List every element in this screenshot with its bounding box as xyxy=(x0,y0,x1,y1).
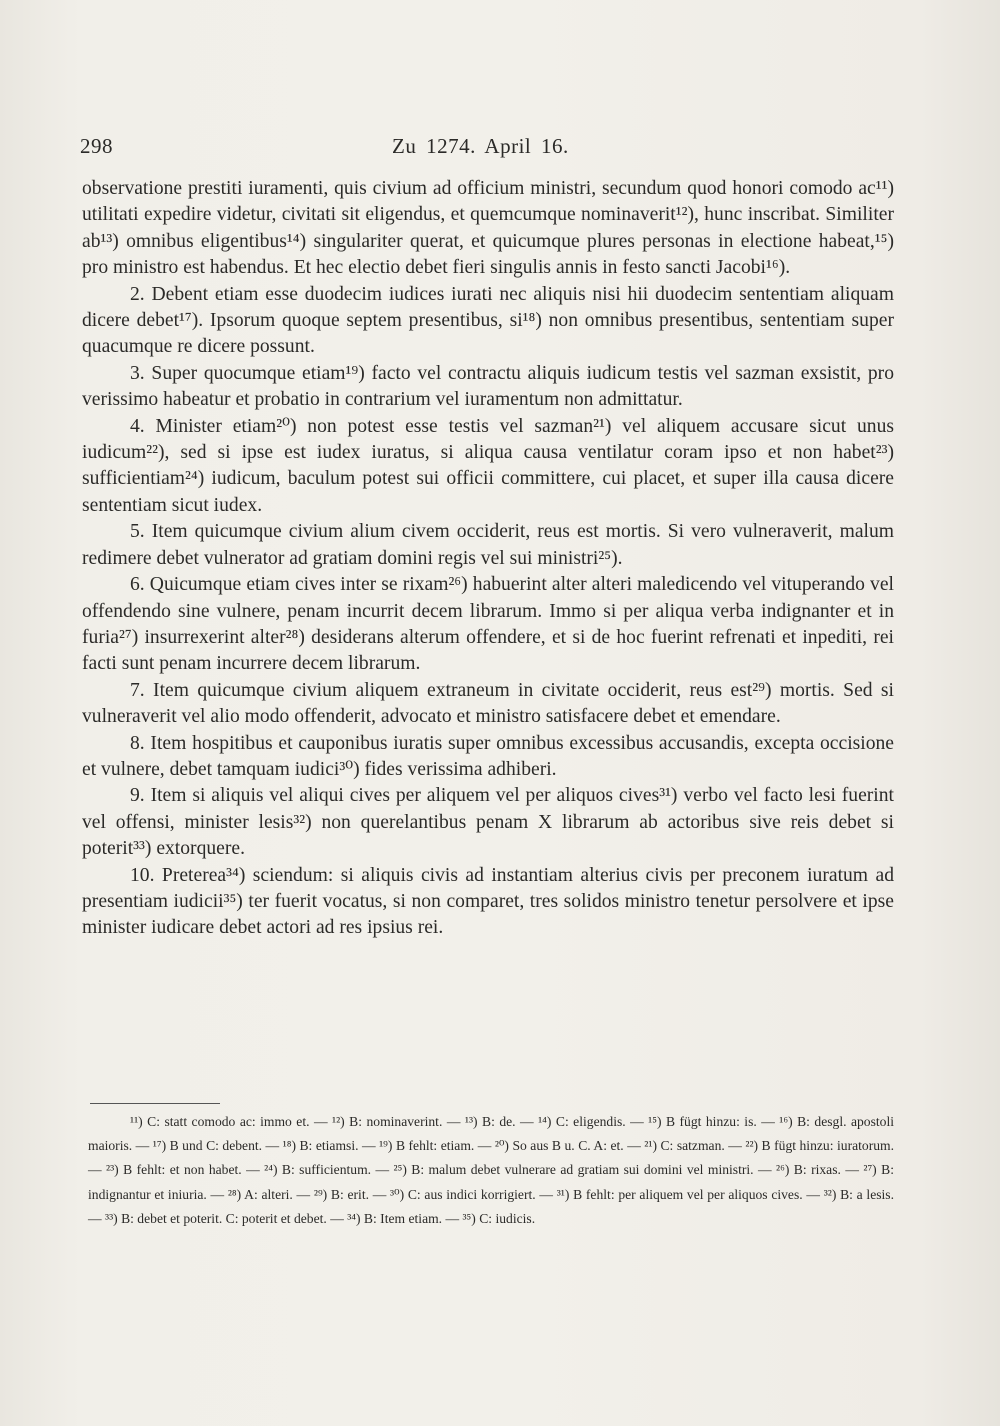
paragraph-3: 3. Super quocumque etiam¹⁹) facto vel contractu aliquis iudicum testis vel sazman exsistit, pro verissimo habeatur et probatio in contrarium vel iuramentum non admittatur. xyxy=(82,362,894,411)
running-title: Zu 1274. April 16. xyxy=(392,134,569,158)
paragraph-10: 10. Preterea³⁴) sciendum: si aliquis civis ad instantiam alterius civis per preconem iuratum ad presentiam iudicii³⁵) ter fuerit vocatus, si non comparet, tres solidos ministro tenetur persolvere et ipse minister iudicare debet actori ad res ipsius rei. xyxy=(82,864,894,939)
paragraph-1: observatione prestiti iuramenti, quis civium ad officium ministri, secundum quod honori comodo ac¹¹) utilitati expedire videtur, civitati sit eligendus, et quemcumque nominaverit¹²), hunc inscribat. Similiter ab¹³) omnibus eligentibus¹⁴) singulariter querat, et quicumque plures personas in electione habeat,¹⁵) pro ministro est habendus. Et hec electio debet fieri singulis annis in festo sancti Jacobi¹⁶). xyxy=(82,178,894,279)
paragraph-9: 9. Item si aliquis vel aliqui cives per aliquem vel per aliquos cives³¹) verbo vel facto lesi fuerint vel offensi, minister lesis³²) non querelantibus penam X librarum ab actoribus sive reis debet si poterit³³) extorquere. xyxy=(82,785,894,860)
paragraph-6: 6. Quicumque etiam cives inter se rixam²⁶) habuerint alter alteri maledicendo vel vituperando vel offendendo sine vulnere, penam incurrit decem librarum. Immo si per aliqua verba indignanter et in furia²⁷) insurrexerint alter²⁸) desiderans alterum offendere, et si de hoc fuerint refrenati et inpediti, rei facti sunt penam incurrere decem librarum. xyxy=(82,574,894,675)
paragraph-5: 5. Item quicumque civium alium civem occiderit, reus est mortis. Si vero vulneraverit, malum redimere debet vulnerator ad gratiam domini regis vel sui ministri²⁵). xyxy=(82,521,894,569)
footnote-separator xyxy=(90,1103,220,1104)
paragraph-7: 7. Item quicumque civium aliquem extraneum in civitate occiderit, reus est²⁹) mortis. Sed si vulneraverit vel alio modo offenderit, advocato et ministro satisfacere debet et emendare. xyxy=(82,679,894,728)
footnote-text: ¹¹) C: statt comodo ac: immo et. — ¹²) B: nominaverint. — ¹³) B: de. — ¹⁴) C: eligendis. — ¹⁵) B fügt hinzu: is. — ¹⁶) B: desgl. apostoli maioris. — ¹⁷) B und C: debent. — ¹⁸) B: etiamsi. — ¹⁹) B fehlt: etiam. — ²⁰) So aus B u. C. A: et. — ²¹) C: satzman. — ²²) B fügt hinzu: iuratorum. — ²³) B fehlt: et non habet. — ²⁴) B: sufficientum. — ²⁵) B: malum debet vulnerare ad gratiam sui domini vel ministri. — ²⁶) B: rixas. — ²⁷) B: indignantur et iniuria. — ²⁸) A: alteri. — ²⁹) B: erit. — ³⁰) C: aus indici korrigiert. — ³¹) B fehlt: per aliquem vel per aliquos cives. — ³²) B: a lesis. — ³³) B: debet et poterit. C: poterit et debet. — ³⁴) B: Item etiam. — ³⁵) C: iudicis. xyxy=(88,1114,894,1226)
main-text xyxy=(82,176,894,942)
page-number: 298 xyxy=(80,134,113,158)
paragraph-8: 8. Item hospitibus et cauponibus iuratis super omnibus excessibus accusandis, excepta occisione et vulnere, debet tamquam iudici³⁰) fides verissima adhiberi. xyxy=(82,732,894,780)
paragraph-2: 2. Debent etiam esse duodecim iudices iurati nec aliquis nisi hii duodecim sententiam aliquam dicere debet¹⁷). Ipsorum quoque septem presentibus, si¹⁸) non omnibus presentibus, sententiam super quacumque re dicere possunt. xyxy=(82,283,894,358)
page-header xyxy=(80,134,900,164)
footnotes xyxy=(88,1110,894,1231)
paragraph-4: 4. Minister etiam²⁰) non potest esse testis vel sazman²¹) vel aliquem accusare sicut unus iudicum²²), sed si ipse est iudex iuratus, si aliqua causa ventilatur coram ipso et non habet²³) sufficientiam²⁴) iudicum, baculum potest sui officii committere, cui placet, et super illa causa dicere sententiam sicut iudex. xyxy=(82,415,894,516)
